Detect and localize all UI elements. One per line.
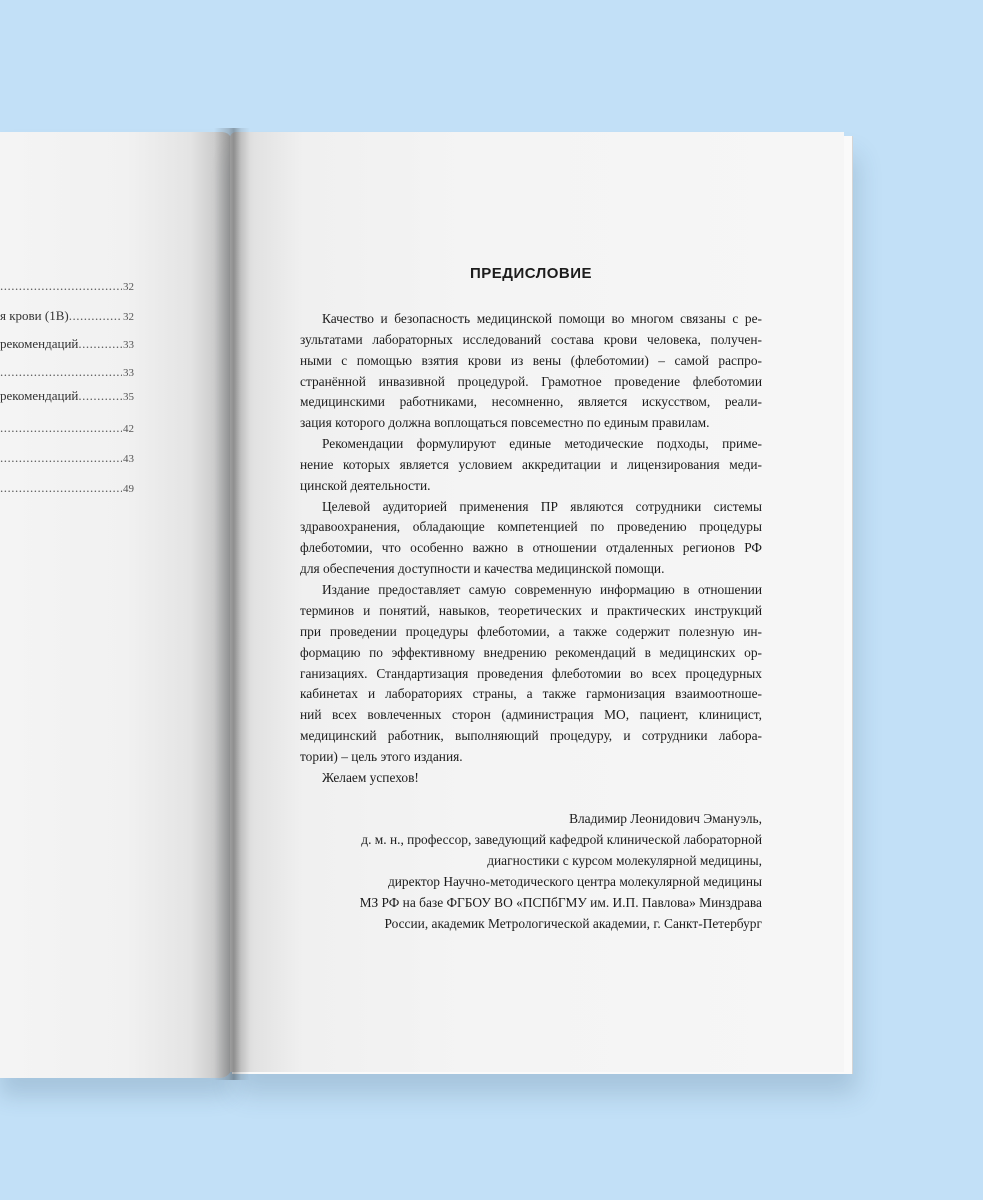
toc-leader <box>0 420 122 436</box>
toc-page-number: 33 <box>123 339 134 351</box>
toc-line <box>0 336 134 354</box>
text-line: формацию по эффективному внедрению рекомендаций в медицинских ор- <box>300 645 762 660</box>
toc-leader <box>78 336 122 352</box>
toc-text: рекомендаций <box>0 388 79 403</box>
toc-text: я крови (1B) <box>0 308 69 323</box>
toc-page-number: 49 <box>123 483 134 495</box>
toc-leader <box>0 480 122 496</box>
toc-line <box>0 480 134 498</box>
page-title: ПРЕДИСЛОВИЕ <box>469 265 593 282</box>
toc-leader <box>0 450 122 466</box>
text-line: Целевой аудиторией применения ПР являются сотрудники системы <box>322 499 762 514</box>
toc-page-number: 32 <box>123 281 134 293</box>
left-page <box>0 132 232 1078</box>
text-line: для обеспечения доступности и качества медицинской помощи. <box>300 561 665 576</box>
text-line: тории) – цель этого издания. <box>300 749 463 764</box>
text-line: флеботомии, что особенно важно в отношении отдаленных регионов РФ <box>300 540 762 555</box>
text-line: зультатами лабораторных исследований состава крови человека, получен- <box>300 332 762 347</box>
text-line: зация которого должна воплощаться повсеместно по единым правилам. <box>300 415 710 430</box>
text-line: кабинетах и лабораториях страны, а также гармонизация взаимоотноше- <box>300 686 762 701</box>
text-line: медицинскими работниками, несомненно, является искусством, реали- <box>300 394 762 409</box>
toc-leader <box>0 364 122 380</box>
signature-line: России, академик Метрологической академии, г. Санкт-Петербург <box>384 916 762 931</box>
toc-leader <box>78 388 122 404</box>
signature-line: Владимир Леонидович Эмануэль, <box>569 811 762 826</box>
toc-line <box>0 420 134 438</box>
signature-line: диагностики с курсом молекулярной медицины, <box>487 853 762 868</box>
toc-leader <box>69 308 122 324</box>
signature-line: д. м. н., профессор, заведующий кафедрой клинической лабораторной <box>361 832 762 847</box>
toc-leader <box>0 278 122 294</box>
text-line: нение которых является условием аккредитации и лицензирования меди- <box>300 457 762 472</box>
text-line: ний всех вовлеченных сторон (администрация МО, пациент, клиницист, <box>300 707 762 722</box>
toc-page-number: 42 <box>123 423 134 435</box>
signature-line: директор Научно-методического центра молекулярной медицины <box>387 874 762 889</box>
text-line: ными с помощью взятия крови из вены (флеботомии) – самой распро- <box>300 353 762 368</box>
toc-page-number: 43 <box>123 453 134 465</box>
toc-page-number: 35 <box>123 391 134 403</box>
text-line: медицинский работник, выполняющий процедуру, и сотрудники лабора- <box>300 728 762 743</box>
toc-text: рекомендаций <box>0 336 79 351</box>
toc-line <box>0 308 134 326</box>
toc-page-number: 32 <box>123 311 134 323</box>
text-line: Рекомендации формулируют единые методические подходы, приме- <box>322 436 762 451</box>
signature-line: МЗ РФ на базе ФГБОУ ВО «ПСПбГМУ им. И.П. Павлова» Минздрава <box>359 895 762 910</box>
text-line: терминов и понятий, навыков, теоретических и практических инструкций <box>300 603 762 618</box>
text-line: Издание предоставляет самую современную информацию в отношении <box>322 582 762 597</box>
toc-line <box>0 278 134 296</box>
text-line: цинской деятельности. <box>300 478 431 493</box>
text-line: здравоохранения, обладающие компетенцией по проведению процедуры <box>300 519 762 534</box>
text-line: Качество и безопасность медицинской помощи во многом связаны с ре- <box>322 311 762 326</box>
text-line: странённой инвазивной процедурой. Грамотное проведение флеботомии <box>300 374 762 389</box>
toc-line <box>0 388 134 406</box>
text-line: Желаем успехов! <box>322 770 419 785</box>
text-line: при проведении процедуры флеботомии, а также содержит полезную ин- <box>300 624 762 639</box>
toc-line <box>0 364 134 382</box>
toc-line <box>0 450 134 468</box>
toc-page-number: 33 <box>123 367 134 379</box>
text-line: ганизациях. Стандартизация проведения флеботомии во всех процедурных <box>300 666 762 681</box>
